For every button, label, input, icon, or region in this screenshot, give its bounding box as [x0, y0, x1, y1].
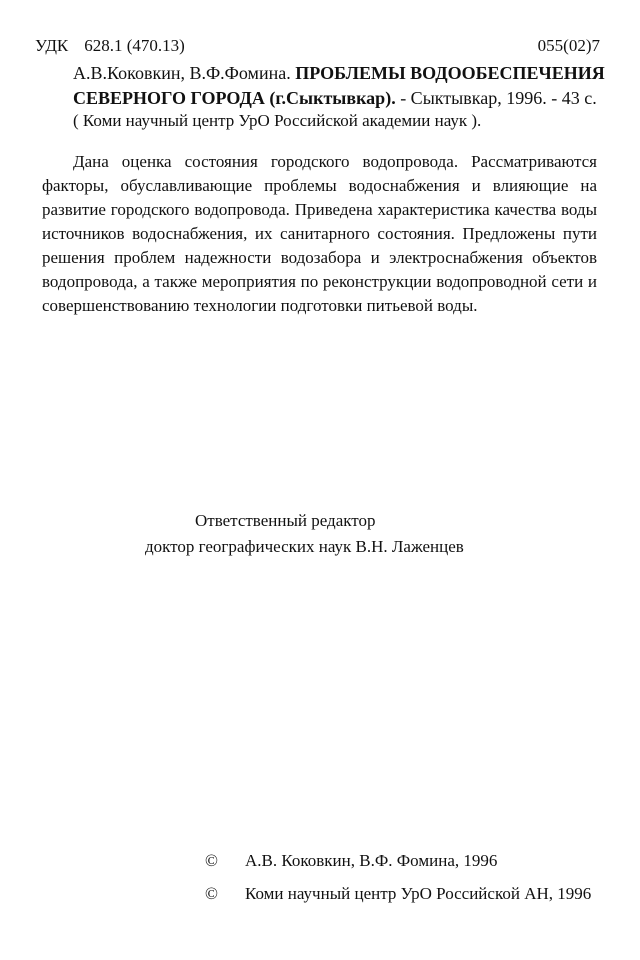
publisher: ( Коми научный центр УрО Российской академии наук ). [73, 111, 482, 130]
editor-name: доктор географических наук В.Н. Лаженцев [145, 537, 464, 556]
udk-label: УДК [35, 36, 69, 55]
abstract: Дана оценка состояния городского водопровода. Рассматриваются факторы, обуславливающие проблемы водоснабжения и влияющие на развитие городского водопровода. Приведена характеристика качества воды источников водоснабжения, их санитарного состояния. Предложены пути решения проблем надежности водозабора и электроснабжения объектов водопровода, а также мероприятия по реконструкции водопроводной сети и совершенствованию технологии подготовки питьевой воды. [42, 152, 597, 315]
copyright-symbol: © [205, 851, 218, 870]
udk-code: 628.1 (470.13) [84, 36, 185, 55]
title-line-2: СЕВЕРНОГО ГОРОДА [73, 88, 265, 108]
copyright-authors [205, 851, 497, 871]
copyright-publisher [205, 884, 591, 904]
copyright-text: Коми научный центр УрО Российской АН, 1996 [245, 884, 592, 903]
copyright-symbol: © [205, 884, 218, 903]
editor-role: Ответственный редактор [195, 511, 376, 530]
city-note: (г.Сыктывкар). [269, 88, 396, 108]
reference-line-2 [73, 88, 597, 109]
udk [35, 36, 185, 56]
authors: А.В.Коковкин, В.Ф.Фомина. [73, 63, 291, 83]
reference-line-1 [73, 63, 605, 84]
classification-code: 055(02)7 [537, 36, 600, 55]
title-line-1: ПРОБЛЕМЫ ВОДООБЕСПЕЧЕНИЯ [295, 63, 605, 83]
imprint: - Сыктывкар, 1996. - 43 с. [400, 88, 597, 108]
copyright-text: А.В. Коковкин, В.Ф. Фомина, 1996 [245, 851, 498, 870]
